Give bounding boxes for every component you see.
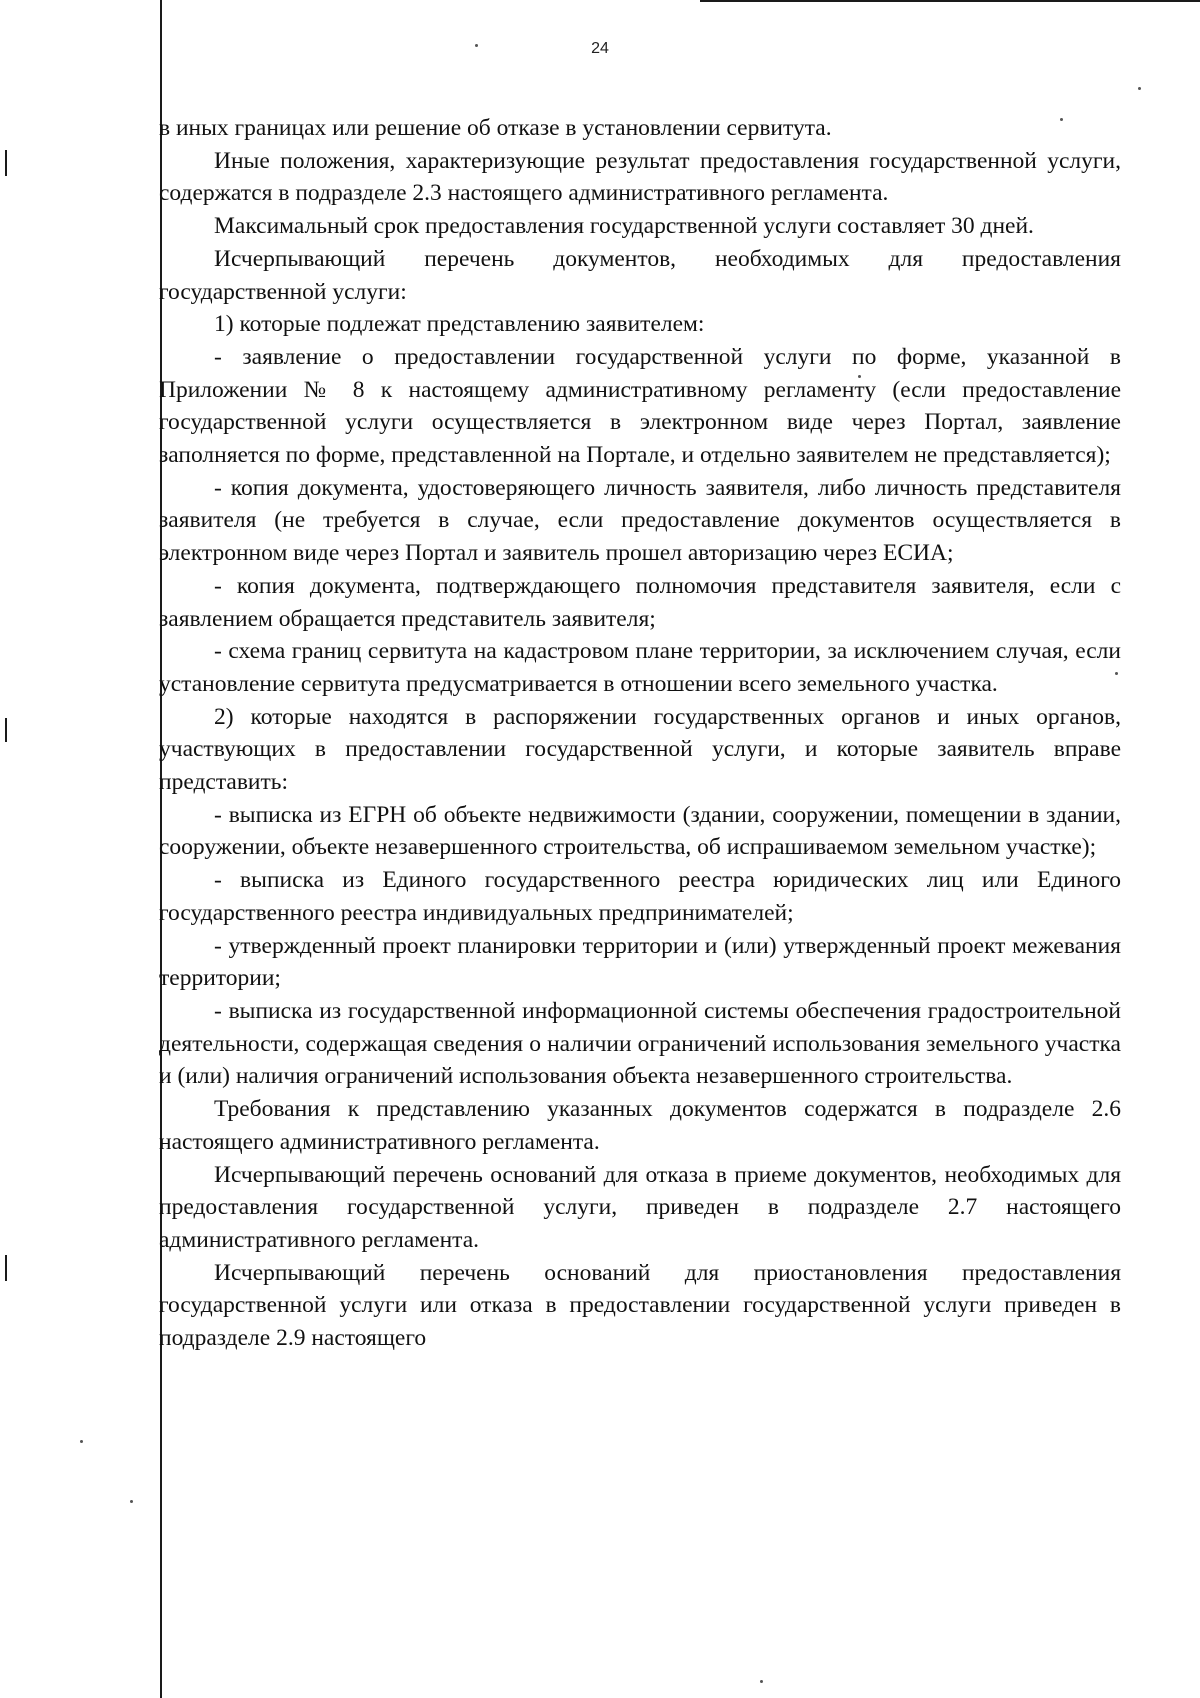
paragraph: Требования к представлению указанных документов содержатся в подразделе 2.6 настоящего административного регламента. [159, 1096, 1121, 1155]
paragraph: Иные положения, характеризующие результат предоставления государственной услуги, содержатся в подразделе 2.3 настоящего административного регламента. [159, 147, 1121, 207]
list-item: - выписка из Единого государственного реестра юридических лиц или Единого государственного реестра индивидуальных предпринимателей; [159, 867, 1121, 926]
list-item: - схема границ сервитута на кадастровом плане территории, за исключением случая, если установление сервитута предусматривается в отношении всего земельного участка. [159, 638, 1121, 697]
scan-speck [80, 1440, 83, 1443]
page-number: 24 [591, 40, 609, 57]
scan-left-mark [5, 150, 7, 176]
scan-speck [760, 1680, 763, 1683]
paragraph: Исчерпывающий перечень документов, необходимых для предоставления государственной услуги: [159, 245, 1121, 305]
paragraph: Исчерпывающий перечень оснований для отказа в приеме документов, необходимых для предоставления государственной услуги, приведен в подразделе 2.7 настоящего административного регламента. [159, 1161, 1121, 1253]
paragraph: 1) которые подлежат представлению заявителем: [214, 311, 705, 338]
list-item: - выписка из ЕГРН об объекте недвижимости (здании, сооружении, помещении в здании, сооружении, объекте незавершенного строительства, об испрашиваемом земельном участке); [159, 801, 1121, 861]
scan-left-mark [5, 1255, 7, 1281]
paragraph: Исчерпывающий перечень оснований для приостановления предоставления государственной услуги или отказа в предоставлении государственной услуги приведен в подразделе 2.9 настоящего [159, 1259, 1121, 1352]
scan-speck [1138, 87, 1141, 90]
scan-top-edge [700, 0, 1200, 2]
list-item: - копия документа, удостоверяющего личность заявителя, либо личность представителя заявителя (не требуется в случае, если предоставление документов осуществляется в электронном виде через Портал и заявитель прошел авторизацию через ЕСИА; [159, 474, 1121, 567]
list-item: - заявление о предоставлении государственной услуги по форме, указанной в Приложении № 8 к настоящему административному регламенту (если предоставление государственной услуги осуществляется в электронном виде через Портал, заявление заполняется по форме, представленной на Портале, и отдельно заявителем не представляется); [159, 343, 1121, 469]
scan-left-mark [5, 718, 7, 742]
paragraph: Максимальный срок предоставления государственной услуги составляет 30 дней. [214, 213, 1034, 240]
list-item: - утвержденный проект планировки территории и (или) утвержденный проект межевания территории; [159, 932, 1121, 992]
paragraph: в иных границах или решение об отказе в установлении сервитута. [159, 115, 832, 141]
list-item: - выписка из государственной информационной системы обеспечения градостроительной деятельности, содержащая сведения о наличии ограничений использования земельного участка и (или) наличия ограничений использования объекта незавершенного строительства. [159, 997, 1121, 1090]
paragraph: 2) которые находятся в распоряжении государственных органов и иных органов, участвующих в предоставлении государственной услуги, и которые заявитель вправе представить: [159, 703, 1121, 796]
document-body [159, 112, 1121, 1355]
scan-speck [130, 1500, 133, 1503]
list-item: - копия документа, подтверждающего полномочия представителя заявителя, если с заявлением обращается представитель заявителя; [159, 572, 1121, 632]
